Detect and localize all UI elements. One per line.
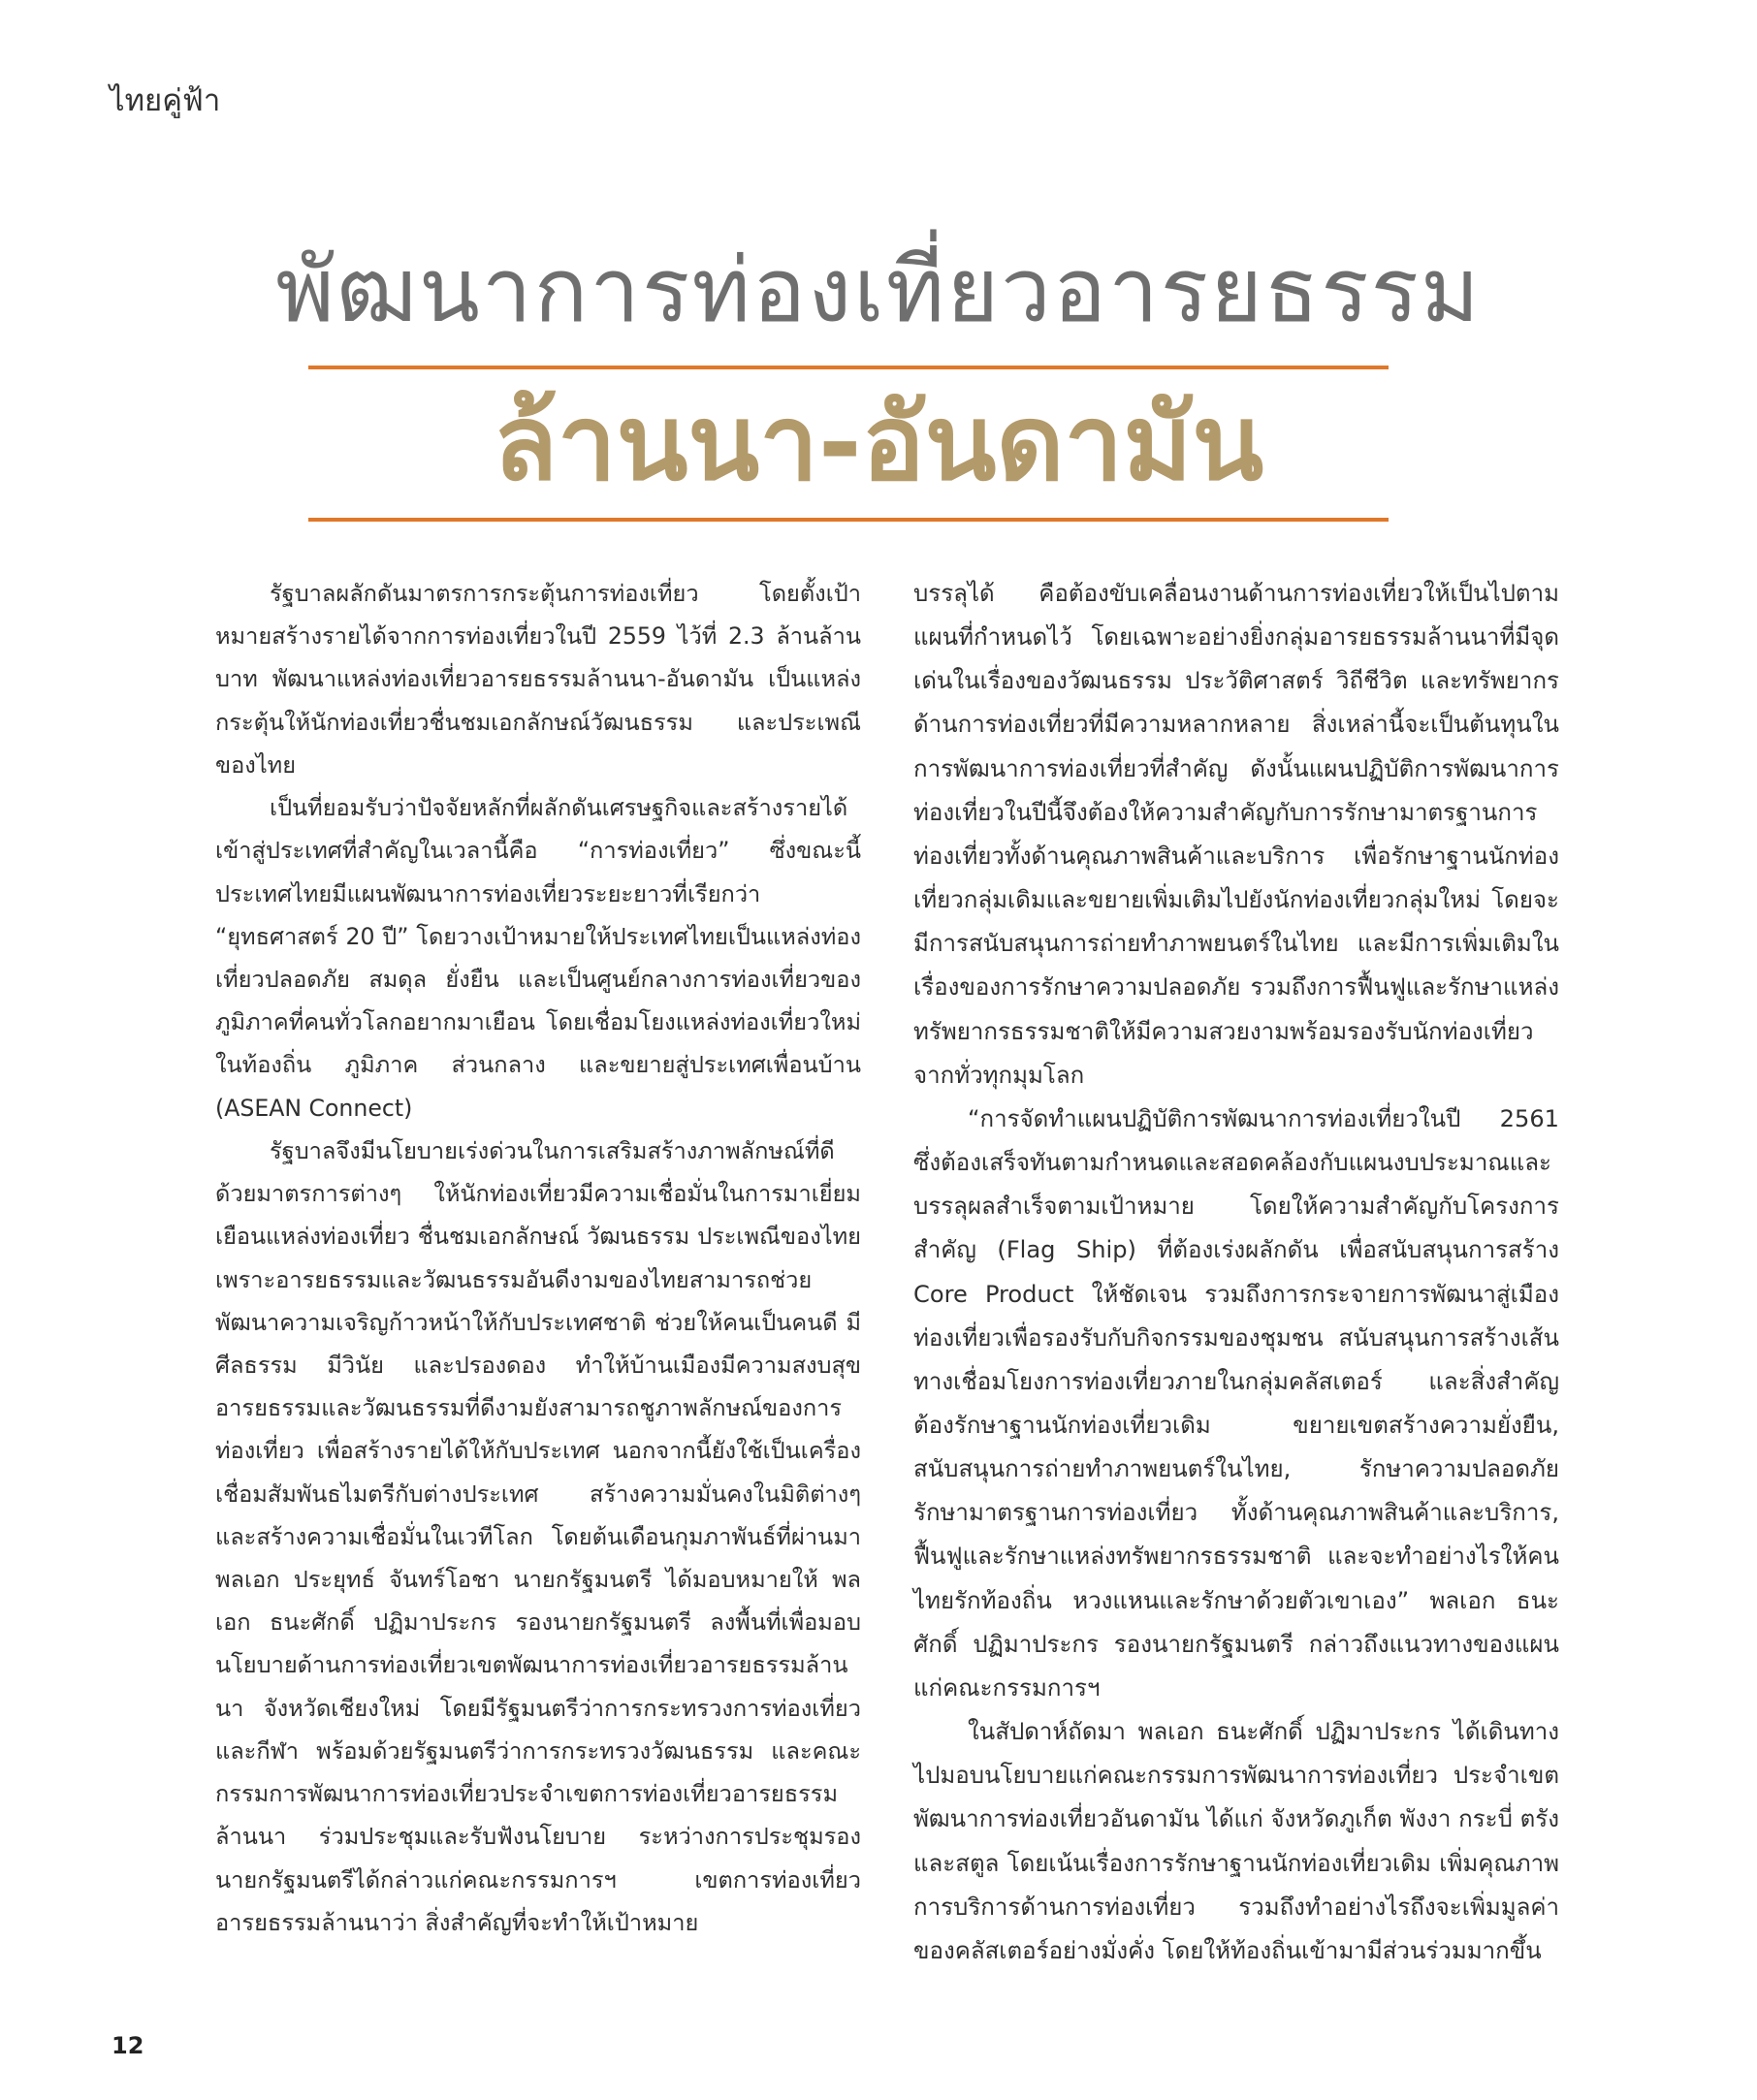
right-paragraph-1: บรรลุได้ คือต้องขับเคลื่อนงานด้านการท่องเที่ยวให้เป็นไปตามแผนที่กำหนดไว้ โดยเฉพาะอย่างยิ่งกลุ่มอารยธรรมล้านนาที่มีจุดเด่นในเรื่องของวัฒนธรรม ประวัติศาสตร์ วิถีชีวิต และทรัพยากรด้านการท่องเที่ยวที่มีความหลากหลาย สิ่งเหล่านี้จะเป็นต้นทุนในการพัฒนาการท่องเที่ยวที่สำคัญ ดังนั้นแผนปฏิบัติการพัฒนาการท่องเที่ยวในปีนี้จึงต้องให้ความสำคัญกับการรักษามาตรฐานการท่องเที่ยวทั้งด้านคุณภาพสินค้าและบริการ เพื่อรักษาฐานนักท่องเที่ยวกลุ่มเดิมและขยายเพิ่มเติมไปยังนักท่องเที่ยวกลุ่มใหม่ โดยจะมีการสนับสนุนการถ่ายทำภาพยนตร์ในไทย และมีการเพิ่มเติมในเรื่องของการรักษาความปลอดภัย รวมถึงการฟื้นฟูและรักษาแหล่งทรัพยากรธรรมชาติให้มีความสวยงามพร้อมรองรับนักท่องเที่ยวจากทั่วทุกมุมโลก bbox=[913, 580, 1559, 1089]
title-rule-top bbox=[308, 366, 1389, 369]
left-paragraph-1: รัฐบาลผลักดันมาตรการกระตุ้นการท่องเที่ยว โดยตั้งเป้าหมายสร้างรายได้จากการท่องเที่ยวในปี 2559 ไว้ที่ 2.3 ล้านล้านบาท พัฒนาแหล่งท่องเที่ยวอารยธรรมล้านนา-อันดามัน เป็นแหล่งกระตุ้นให้นักท่องเที่ยวชื่นชมเอกลักษณ์วัฒนธรรม และประเพณีของไทย bbox=[215, 580, 861, 779]
section-tag: ไทยคู่ฟ้า bbox=[110, 83, 221, 118]
left-column bbox=[215, 572, 861, 1944]
page-number: 12 bbox=[112, 2032, 144, 2059]
title-line-2: ล้านนา-อันดามัน bbox=[493, 383, 1264, 504]
right-paragraph-3: ในสัปดาห์ถัดมา พลเอก ธนะศักดิ์ ปฏิมาประกร ได้เดินทางไปมอบนโยบายแก่คณะกรรมการพัฒนาการท่องเที่ยว ประจำเขตพัฒนาการท่องเที่ยวอันดามัน ได้แก่ จังหวัดภูเก็ต พังงา กระบี่ ตรัง และสตูล โดยเน้นเรื่องการรักษาฐานนักท่องเที่ยวเดิม เพิ่มคุณภาพการบริการด้านการท่องเที่ยว รวมถึงทำอย่างไรถึงจะเพิ่มมูลค่าของคลัสเตอร์อย่างมั่งคั่ง โดยให้ท้องถิ่นเข้ามามีส่วนร่วมมากขึ้น bbox=[913, 1718, 1559, 1964]
right-column bbox=[913, 572, 1559, 1973]
left-paragraph-2: เป็นที่ยอมรับว่าปัจจัยหลักที่ผลักดันเศรษฐกิจและสร้างรายได้เข้าสู่ประเทศที่สำคัญในเวลานี้คือ “การท่องเที่ยว” ซึ่งขณะนี้ประเทศไทยมีแผนพัฒนาการท่องเที่ยวระยะยาวที่เรียกว่า “ยุทธศาสตร์ 20 ปี” โดยวางเป้าหมายให้ประเทศไทยเป็นแหล่งท่องเที่ยวปลอดภัย สมดุล ยั่งยืน และเป็นศูนย์กลางการท่องเที่ยวของภูมิภาคที่คนทั่วโลกอยากมาเยือน โดยเชื่อมโยงแหล่งท่องเที่ยวใหม่ในท้องถิ่น ภูมิภาค ส่วนกลาง และขยายสู่ประเทศเพื่อนบ้าน (ASEAN Connect) bbox=[215, 794, 861, 1122]
right-paragraph-2: “การจัดทำแผนปฏิบัติการพัฒนาการท่องเที่ยวในปี 2561 ซึ่งต้องเสร็จทันตามกำหนดและสอดคล้องกับแผนงบประมาณและบรรลุผลสำเร็จตามเป้าหมาย โดยให้ความสำคัญกับโครงการสำคัญ (Flag Ship) ที่ต้องเร่งผลักดัน เพื่อสนับสนุนการสร้าง Core Product ให้ชัดเจน รวมถึงการกระจายการพัฒนาสู่เมืองท่องเที่ยวเพื่อรองรับกับกิจกรรมของชุมชน สนับสนุนการสร้างเส้นทางเชื่อมโยงการท่องเที่ยวภายในกลุ่มคลัสเตอร์ และสิ่งสำคัญต้องรักษาฐานนักท่องเที่ยวเดิม ขยายเขตสร้างความยั่งยืน, สนับสนุนการถ่ายทำภาพยนตร์ในไทย, รักษาความปลอดภัย รักษามาตรฐานการท่องเที่ยว ทั้งด้านคุณภาพสินค้าและบริการ, ฟื้นฟูและรักษาแหล่งทรัพยากรธรรมชาติ และจะทำอย่างไรให้คนไทยรักท้องถิ่น หวงแหนและรักษาด้วยตัวเขาเอง” พลเอก ธนะศักดิ์ ปฏิมาประกร รองนายกรัฐมนตรี กล่าวถึงแนวทางของแผนแก่คณะกรรมการฯ bbox=[913, 1104, 1559, 1702]
left-paragraph-3: รัฐบาลจึงมีนโยบายเร่งด่วนในการเสริมสร้างภาพลักษณ์ที่ดีด้วยมาตรการต่างๆ ให้นักท่องเที่ยวมีความเชื่อมั่นในการมาเยี่ยมเยือนแหล่งท่องเที่ยว ชื่นชมเอกลักษณ์ วัฒนธรรม ประเพณีของไทย เพราะอารยธรรมและวัฒนธรรมอันดีงามของไทยสามารถช่วยพัฒนาความเจริญก้าวหน้าให้กับประเทศชาติ ช่วยให้คนเป็นคนดี มีศีลธรรม มีวินัย และปรองดอง ทำให้บ้านเมืองมีความสงบสุข อารยธรรมและวัฒนธรรมที่ดีงามยังสามารถชูภาพลักษณ์ของการท่องเที่ยว เพื่อสร้างรายได้ให้กับประเทศ นอกจากนี้ยังใช้เป็นเครื่องเชื่อมสัมพันธไมตรีกับต่างประเทศ สร้างความมั่นคงในมิติต่างๆ และสร้างความเชื่อมั่นในเวทีโลก โดยต้นเดือนกุมภาพันธ์ที่ผ่านมา พลเอก ประยุทธ์ จันทร์โอชา นายกรัฐมนตรี ได้มอบหมายให้ พลเอก ธนะศักดิ์ ปฏิมาประกร รองนายกรัฐมนตรี ลงพื้นที่เพื่อมอบนโยบายด้านการท่องเที่ยวเขตพัฒนาการท่องเที่ยวอารยธรรมล้านนา จังหวัดเชียงใหม่ โดยมีรัฐมนตรีว่าการกระทรวงการท่องเที่ยวและกีฬา พร้อมด้วยรัฐมนตรีว่าการกระทรวงวัฒนธรรม และคณะกรรมการพัฒนาการท่องเที่ยวประจำเขตการท่องเที่ยวอารยธรรมล้านนา ร่วมประชุมและรับฟังนโยบาย ระหว่างการประชุมรองนายกรัฐมนตรีได้กล่าวแก่คณะกรรมการฯ เขตการท่องเที่ยวอารยธรรมล้านนาว่า สิ่งสำคัญที่จะทำให้เป้าหมาย bbox=[215, 1136, 861, 1936]
title-line-1: พัฒนาการท่องเที่ยวอารยธรรม bbox=[275, 239, 1482, 342]
title-rule-bottom bbox=[308, 518, 1389, 522]
